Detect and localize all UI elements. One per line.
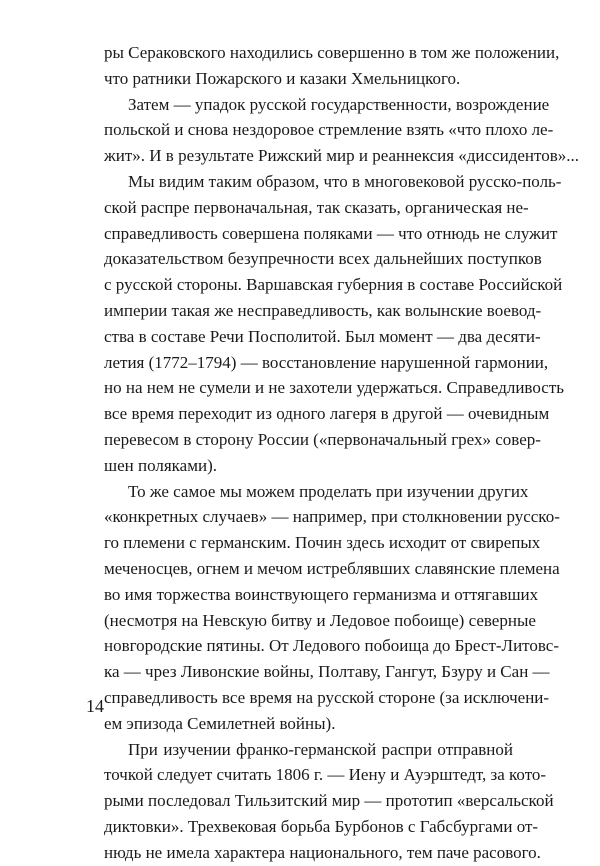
paragraph xyxy=(104,169,564,479)
text-line: летия (1772–1794) — восстановление нарушенной гармонии, xyxy=(104,352,549,372)
text-line: что ратники Пожарского и казаки Хмельницкого. xyxy=(104,68,461,88)
text-line: но на нем не сумели и не захотели удержаться. Справедливость xyxy=(104,378,564,398)
text-line: шен поляками). xyxy=(104,455,217,475)
text-line: «конкретных случаев» — например, при столкновении русско- xyxy=(104,507,560,527)
text-line: (несмотря на Невскую битву и Ледовое побоище) северные xyxy=(104,610,536,630)
text-line: ры Сераковского находились совершенно в том же положении, xyxy=(104,43,560,62)
text-line: польской и снова нездоровое стремление взять «что плохо ле- xyxy=(104,120,554,140)
text-line: новгородские пятины. От Ледового побоища до Брест-Литовс- xyxy=(104,636,560,656)
text-line: с русской стороны. Варшавская губерния в составе Российской xyxy=(104,275,563,295)
text-line: Мы видим таким образом, что в многовековой русско-поль- xyxy=(128,171,562,191)
text-line: диктовки». Трехвековая борьба Бурбонов с Габсбургами от- xyxy=(104,816,539,836)
text-line: го племени с германским. Почин здесь исходит от свирепых xyxy=(104,533,541,553)
text-line: рыми последовал Тильзитский мир — прототип «версальской xyxy=(104,791,554,811)
text-line: ской распре первоначальная, так сказать, органическая не- xyxy=(104,197,529,217)
text-line: доказательством безупречности всех дальнейших поступков xyxy=(104,249,542,269)
text-line: ем эпизода Семилетней войны). xyxy=(104,713,336,733)
text-line: империи такая же несправедливость, как волынские воевод- xyxy=(104,300,542,320)
text-line: во имя торжества воинствующего германизма и оттягавших xyxy=(104,584,539,604)
text-line: То же самое мы можем проделать при изучении других xyxy=(128,481,529,501)
text-line: ка — чрез Ливонские войны, Полтаву, Гангут, Бзуру и Сан — xyxy=(104,662,550,682)
paragraph xyxy=(104,479,560,737)
paragraph xyxy=(104,737,554,866)
text-line: точкой следует считать 1806 г. — Иену и Ауэрштедт, за кото- xyxy=(104,765,547,785)
text-line: перевесом в сторону России («первоначальный грех» совер- xyxy=(104,429,541,449)
text-line: все время переходит из одного лагеря в другой — очевидным xyxy=(104,404,550,424)
paragraph xyxy=(104,40,560,92)
text-line: При изучении франко-германской распри отправной xyxy=(128,739,513,759)
text-line: справедливость совершена поляками — что отнюдь не служит xyxy=(104,223,558,243)
body-text xyxy=(104,40,579,866)
paragraph xyxy=(104,92,579,169)
text-line: нюдь не имела характера национального, тем паче расового. xyxy=(104,842,541,862)
text-line: меченосцев, огнем и мечом истреблявших славянские племена xyxy=(104,558,560,578)
text-line: жит». И в результате Рижский мир и реаннексия «диссидентов»... xyxy=(104,146,579,166)
text-line: ства в составе Речи Посполитой. Был момент — два десяти- xyxy=(104,326,541,346)
text-line: справедливость все время на русской стороне (за исключени- xyxy=(104,687,550,707)
text-line: Затем — упадок русской государственности, возрождение xyxy=(128,94,550,114)
page-number: 14 xyxy=(86,696,104,716)
